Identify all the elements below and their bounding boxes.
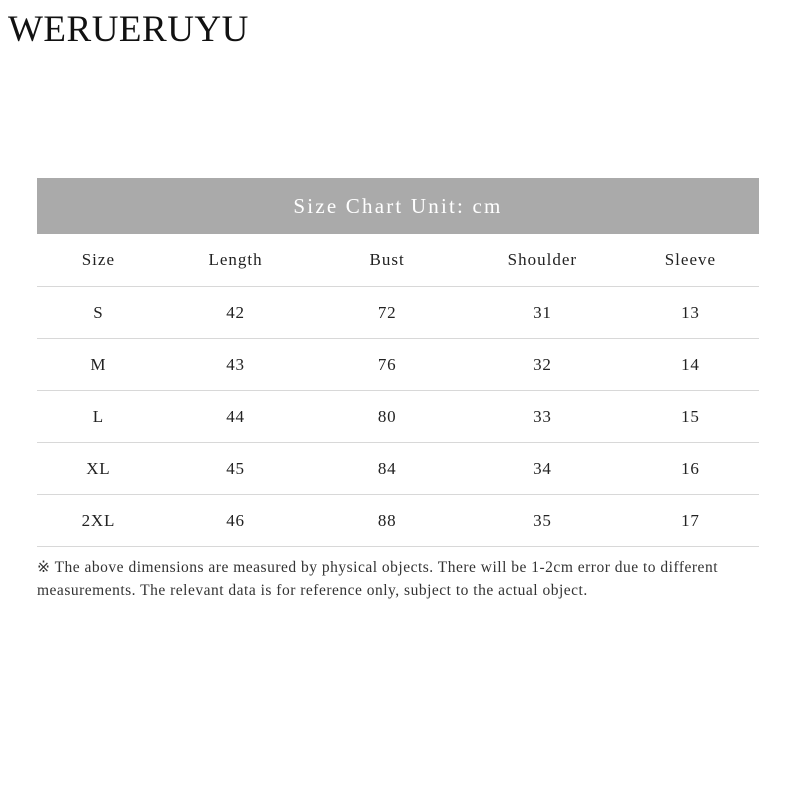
table-header-row [37,234,759,287]
cell-length: 45 [160,443,312,495]
cell-bust: 88 [311,495,463,547]
column-header-length: Length [160,234,312,287]
cell-bust: 72 [311,287,463,339]
cell-size: S [37,287,160,339]
cell-shoulder: 34 [463,443,622,495]
measurement-disclaimer: ※ The above dimensions are measured by physical objects. There will be 1-2cm error due to different measurements. The relevant data is for reference only, subject to the actual object. [37,559,718,599]
cell-sleeve: 13 [622,287,759,339]
table-row [37,287,759,339]
cell-shoulder: 32 [463,339,622,391]
table-body [37,287,759,547]
size-chart [37,178,759,547]
cell-shoulder: 33 [463,391,622,443]
cell-bust: 80 [311,391,463,443]
cell-sleeve: 16 [622,443,759,495]
cell-length: 46 [160,495,312,547]
column-header-shoulder: Shoulder [463,234,622,287]
cell-sleeve: 17 [622,495,759,547]
column-header-sleeve: Sleeve [622,234,759,287]
cell-sleeve: 14 [622,339,759,391]
size-chart-table [37,234,759,547]
column-header-bust: Bust [311,234,463,287]
table-row [37,391,759,443]
cell-size: L [37,391,160,443]
table-row [37,443,759,495]
cell-length: 42 [160,287,312,339]
table-head [37,234,759,287]
cell-bust: 84 [311,443,463,495]
table-row [37,339,759,391]
cell-size: M [37,339,160,391]
cell-size: XL [37,443,160,495]
brand-wordmark: WERUERUYU [8,9,249,50]
cell-shoulder: 35 [463,495,622,547]
cell-sleeve: 15 [622,391,759,443]
cell-bust: 76 [311,339,463,391]
cell-length: 43 [160,339,312,391]
column-header-size: Size [37,234,160,287]
cell-length: 44 [160,391,312,443]
size-chart-title: Size Chart Unit: cm [37,178,759,234]
cell-size: 2XL [37,495,160,547]
cell-shoulder: 31 [463,287,622,339]
table-row [37,495,759,547]
